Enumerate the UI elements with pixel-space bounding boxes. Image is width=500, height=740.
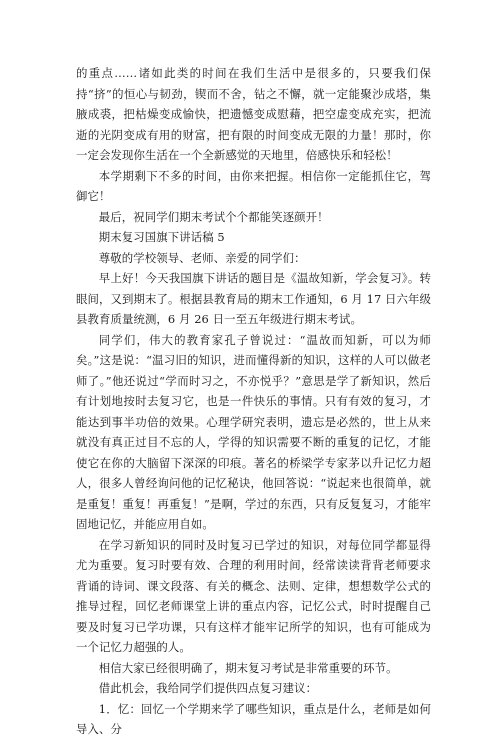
- paragraph-1: 的重点……诸如此类的时间在我们生活中是很多的，只要我们保持“挤”的恒心与韧劲，锲而不舍，钻之不懈，就一定能聚沙成塔，集腋成裘，把枯燥变成愉快，把遗憾变成慰藉，把空虚变成充实，把流逝的光阴变成有用的财富，把有限的时间变成无限的力量！那时，你一定会发现你生活在一个全新感觉的天地里，倍感快乐和轻松！: [76, 66, 431, 162]
- salutation: 尊敬的学校领导、老师、亲爱的同学们：: [98, 250, 306, 265]
- paragraph-2: 本学期剩下不多的时间，由你来把握。相信你一定能抓住它，驾御它！: [76, 168, 431, 203]
- paragraph-9: 相信大家已经很明确了，期末复习考试是非常重要的环节。: [98, 660, 398, 675]
- paragraph-8: 在学习新知识的同时及时复习已学过的知识，对每位同学都显得尤为重要。复习时要有效、合理的利用时间，经常读读背背老师要求背诵的诗词、课文段落、有关的概念、法则、定律，想想数学公式的推导过程，回忆老师课堂上讲的重点内容，记忆公式，时时提醒自己要及时复习已学功课，只有这样才能牢记所学的知识，也有可能成为一个记忆力超强的人。: [76, 537, 431, 654]
- paragraph-11: 1．忆：回忆一个学期来学了哪些知识，重点是什么，老师是如何导入、分: [76, 701, 431, 736]
- document-body: [76, 63, 431, 740]
- paragraph-10: 借此机会，我给同学们提供四点复习建议：: [98, 681, 318, 695]
- paragraph-7: 同学们，伟大的教育家孔子曾说过：“温故而知新，可以为师矣。”这是说：“温习旧的知识，进而懂得新的知识，这样的人可以做老师了。”他还说过“学而时习之，不亦悦乎？”意思是学了新知识，然后有计划地按时去复习它，也是一件快乐的事情。只有有效的复习，才能达到事半功倍的效果。心理学研究表明，遗忘是必然的，世上从来就没有真正过目不忘的人，学得的知识需要不断的重复的记忆，才能使它在你的大脑留下深深的印痕。著名的桥梁学专家茅以升记忆力超人，很多人曾经询问他的记忆秘诀，他回答说：“说起来也很简单，就是重复！重复！再重复！”是啊，学过的东西，只有反复复习，才能牢固地记忆，并能应用自如。: [76, 332, 431, 531]
- paragraph-6: 早上好！今天我国旗下讲话的题目是《温故知新，学会复习》。转眼间，又到期末了。根据县教育局的期末工作通知，6 月 17 日六年级县教育质量统测，6 月 26 日一至五年级进行期末考试。: [76, 271, 431, 326]
- section-heading: 期末复习国旗下讲话稿 5: [98, 230, 225, 244]
- paragraph-3: 最后，祝同学们期末考试个个都能笑逐颜开！: [98, 209, 329, 224]
